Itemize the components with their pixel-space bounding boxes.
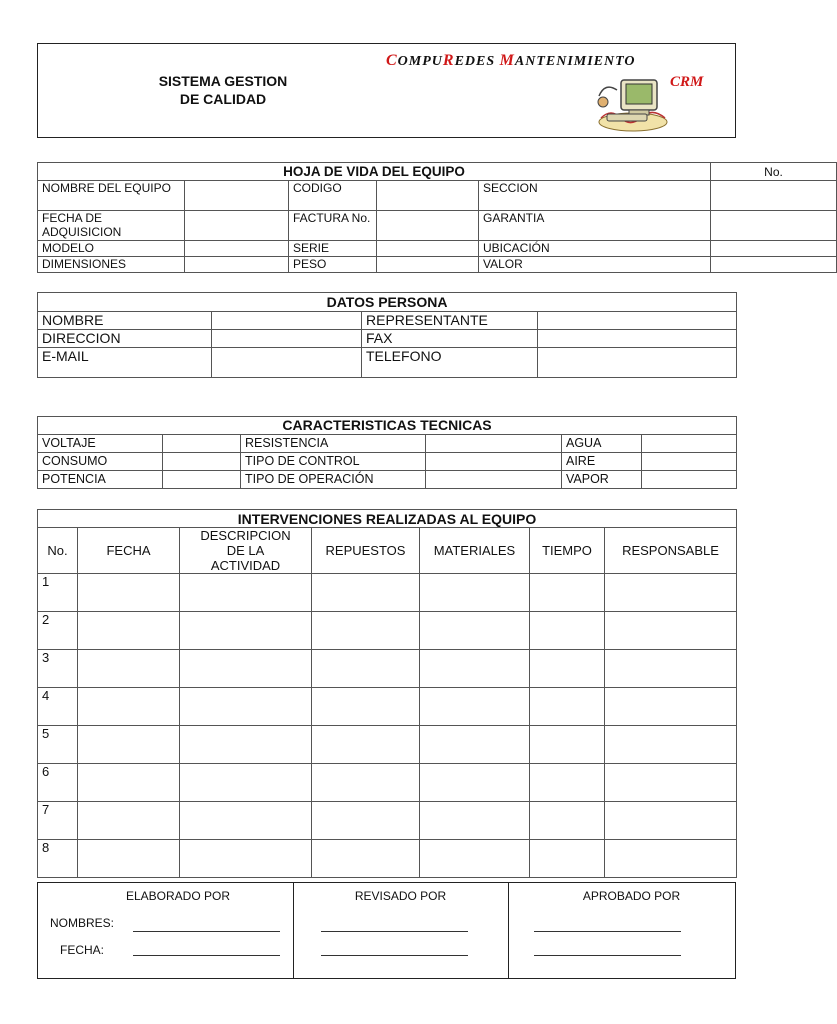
computer-clipart-icon <box>593 74 673 141</box>
field-email[interactable] <box>212 348 362 378</box>
col-header-materiales: MATERIALES <box>420 528 530 574</box>
label-modelo: MODELO <box>38 241 185 257</box>
hoja-de-vida-table <box>37 162 837 273</box>
label-peso: PESO <box>289 257 377 273</box>
cell-tiempo[interactable] <box>530 688 605 726</box>
field-telefono[interactable] <box>538 348 737 378</box>
cell-descripcion[interactable] <box>180 764 312 802</box>
aprobado-fecha-line[interactable] <box>534 955 681 956</box>
cell-fecha[interactable] <box>78 688 180 726</box>
cell-fecha[interactable] <box>78 650 180 688</box>
system-title-line1: SISTEMA GESTION <box>158 73 288 89</box>
field-vapor[interactable] <box>642 471 737 489</box>
caracteristicas-tecnicas-table <box>37 416 737 489</box>
cell-repuestos[interactable] <box>312 802 420 840</box>
label-ubicacion: UBICACIÓN <box>479 241 711 257</box>
cell-descripcion[interactable] <box>180 840 312 878</box>
col-header-responsable: RESPONSABLE <box>605 528 737 574</box>
cell-fecha[interactable] <box>78 802 180 840</box>
col-header-repuestos: REPUESTOS <box>312 528 420 574</box>
aprobado-nombre-line[interactable] <box>534 931 681 932</box>
cell-repuestos[interactable] <box>312 650 420 688</box>
cell-materiales[interactable] <box>420 726 530 764</box>
label-garantia: GARANTIA <box>479 211 711 241</box>
cell-materiales[interactable] <box>420 650 530 688</box>
label-potencia: POTENCIA <box>38 471 163 489</box>
field-tipo-control[interactable] <box>426 453 562 471</box>
row-number: 5 <box>38 726 78 764</box>
cell-tiempo[interactable] <box>530 840 605 878</box>
field-dimensiones[interactable] <box>185 257 289 273</box>
row-number: 4 <box>38 688 78 726</box>
persona-title: DATOS PERSONA <box>38 293 737 312</box>
cell-responsable[interactable] <box>605 688 737 726</box>
field-aire[interactable] <box>642 453 737 471</box>
table-row <box>38 726 737 764</box>
cell-fecha[interactable] <box>78 840 180 878</box>
nombres-label: NOMBRES: <box>50 916 115 930</box>
label-direccion: DIRECCION <box>38 330 212 348</box>
field-garantia[interactable] <box>711 211 837 241</box>
cell-descripcion[interactable] <box>180 688 312 726</box>
cell-materiales[interactable] <box>420 612 530 650</box>
field-tipo-operacion[interactable] <box>426 471 562 489</box>
number-label: No. <box>711 163 837 181</box>
revisado-fecha-line[interactable] <box>321 955 468 956</box>
table-row <box>38 764 737 802</box>
hoja-title: HOJA DE VIDA DEL EQUIPO <box>38 163 711 181</box>
field-fecha-adquisicion[interactable] <box>185 211 289 241</box>
row-number: 2 <box>38 612 78 650</box>
field-resistencia[interactable] <box>426 435 562 453</box>
field-factura[interactable] <box>377 211 479 241</box>
label-representante: REPRESENTANTE <box>362 312 538 330</box>
elaborado-fecha-line[interactable] <box>133 955 280 956</box>
row-number: 1 <box>38 574 78 612</box>
cell-fecha[interactable] <box>78 612 180 650</box>
cell-descripcion[interactable] <box>180 726 312 764</box>
cell-materiales[interactable] <box>420 764 530 802</box>
elaborado-nombre-line[interactable] <box>133 931 280 932</box>
cell-repuestos[interactable] <box>312 726 420 764</box>
system-title-line2: DE CALIDAD <box>179 91 267 107</box>
cell-tiempo[interactable] <box>530 764 605 802</box>
elaborado-title: ELABORADO POR <box>125 889 231 903</box>
cell-tiempo[interactable] <box>530 726 605 764</box>
aprobado-title: APROBADO POR <box>582 889 681 903</box>
label-fecha-adquisicion: FECHA DE ADQUISICION <box>38 211 185 241</box>
signatures-section <box>37 882 736 979</box>
field-direccion[interactable] <box>212 330 362 348</box>
field-fax[interactable] <box>538 330 737 348</box>
field-voltaje[interactable] <box>163 435 241 453</box>
label-factura: FACTURA No. <box>289 211 377 241</box>
cell-descripcion[interactable] <box>180 802 312 840</box>
revisado-nombre-line[interactable] <box>321 931 468 932</box>
cell-materiales[interactable] <box>420 802 530 840</box>
field-codigo[interactable] <box>377 181 479 211</box>
label-fax: FAX <box>362 330 538 348</box>
cell-responsable[interactable] <box>605 802 737 840</box>
cell-repuestos[interactable] <box>312 574 420 612</box>
company-abbreviation: CRM <box>670 74 704 90</box>
field-seccion[interactable] <box>711 181 837 211</box>
label-valor: VALOR <box>479 257 711 273</box>
elaborado-column <box>38 883 294 978</box>
cell-responsable[interactable] <box>605 764 737 802</box>
cell-descripcion[interactable] <box>180 574 312 612</box>
cell-materiales[interactable] <box>420 574 530 612</box>
cell-fecha[interactable] <box>78 726 180 764</box>
label-email: E-MAIL <box>38 348 212 378</box>
tecnicas-title: CARACTERISTICAS TECNICAS <box>38 417 737 435</box>
label-telefono: TELEFONO <box>362 348 538 378</box>
row-number: 8 <box>38 840 78 878</box>
field-representante[interactable] <box>538 312 737 330</box>
cell-responsable[interactable] <box>605 650 737 688</box>
cell-fecha[interactable] <box>78 764 180 802</box>
table-row <box>38 840 737 878</box>
label-resistencia: RESISTENCIA <box>241 435 426 453</box>
row-number: 7 <box>38 802 78 840</box>
col-header-tiempo: TIEMPO <box>530 528 605 574</box>
row-number: 3 <box>38 650 78 688</box>
field-peso[interactable] <box>377 257 479 273</box>
cell-tiempo[interactable] <box>530 574 605 612</box>
field-ubicacion[interactable] <box>711 241 837 257</box>
cell-fecha[interactable] <box>78 574 180 612</box>
cell-responsable[interactable] <box>605 726 737 764</box>
cell-tiempo[interactable] <box>530 650 605 688</box>
cell-descripcion[interactable] <box>180 612 312 650</box>
label-nombre-equipo: NOMBRE DEL EQUIPO <box>38 181 185 211</box>
field-valor[interactable] <box>711 257 837 273</box>
field-nombre-equipo[interactable] <box>185 181 289 211</box>
label-voltaje: VOLTAJE <box>38 435 163 453</box>
field-potencia[interactable] <box>163 471 241 489</box>
table-row <box>38 688 737 726</box>
cell-descripcion[interactable] <box>180 650 312 688</box>
datos-persona-table <box>37 292 737 378</box>
cell-materiales[interactable] <box>420 840 530 878</box>
label-codigo: CODIGO <box>289 181 377 211</box>
label-vapor: VAPOR <box>562 471 642 489</box>
label-dimensiones: DIMENSIONES <box>38 257 185 273</box>
label-serie: SERIE <box>289 241 377 257</box>
cell-responsable[interactable] <box>605 574 737 612</box>
aprobado-column <box>508 883 735 978</box>
label-seccion: SECCION <box>479 181 711 211</box>
cell-repuestos[interactable] <box>312 764 420 802</box>
cell-materiales[interactable] <box>420 688 530 726</box>
label-consumo: CONSUMO <box>38 453 163 471</box>
company-name: COMPUREDES MANTENIMIENTO <box>386 52 636 69</box>
field-modelo[interactable] <box>185 241 289 257</box>
document-header <box>37 43 736 138</box>
label-tipo-control: TIPO DE CONTROL <box>241 453 426 471</box>
cell-tiempo[interactable] <box>530 802 605 840</box>
cell-repuestos[interactable] <box>312 612 420 650</box>
fecha-label: FECHA: <box>60 943 105 957</box>
cell-responsable[interactable] <box>605 840 737 878</box>
col-header-no: No. <box>38 528 78 574</box>
field-agua[interactable] <box>642 435 737 453</box>
label-tipo-operacion: TIPO DE OPERACIÓN <box>241 471 426 489</box>
label-nombre: NOMBRE <box>38 312 212 330</box>
cell-tiempo[interactable] <box>530 612 605 650</box>
col-header-fecha: FECHA <box>78 528 180 574</box>
intervenciones-title: INTERVENCIONES REALIZADAS AL EQUIPO <box>38 510 737 528</box>
label-agua: AGUA <box>562 435 642 453</box>
col-header-descripcion: DESCRIPCION DE LA ACTIVIDAD <box>180 528 312 574</box>
revisado-title: REVISADO POR <box>354 889 447 903</box>
table-row <box>38 612 737 650</box>
cell-responsable[interactable] <box>605 612 737 650</box>
intervenciones-table <box>37 509 737 878</box>
table-row <box>38 574 737 612</box>
field-serie[interactable] <box>377 241 479 257</box>
label-aire: AIRE <box>562 453 642 471</box>
field-consumo[interactable] <box>163 453 241 471</box>
table-row <box>38 802 737 840</box>
revisado-column <box>293 883 509 978</box>
system-title <box>138 72 308 108</box>
field-nombre[interactable] <box>212 312 362 330</box>
row-number: 6 <box>38 764 78 802</box>
cell-repuestos[interactable] <box>312 840 420 878</box>
table-row <box>38 650 737 688</box>
cell-repuestos[interactable] <box>312 688 420 726</box>
